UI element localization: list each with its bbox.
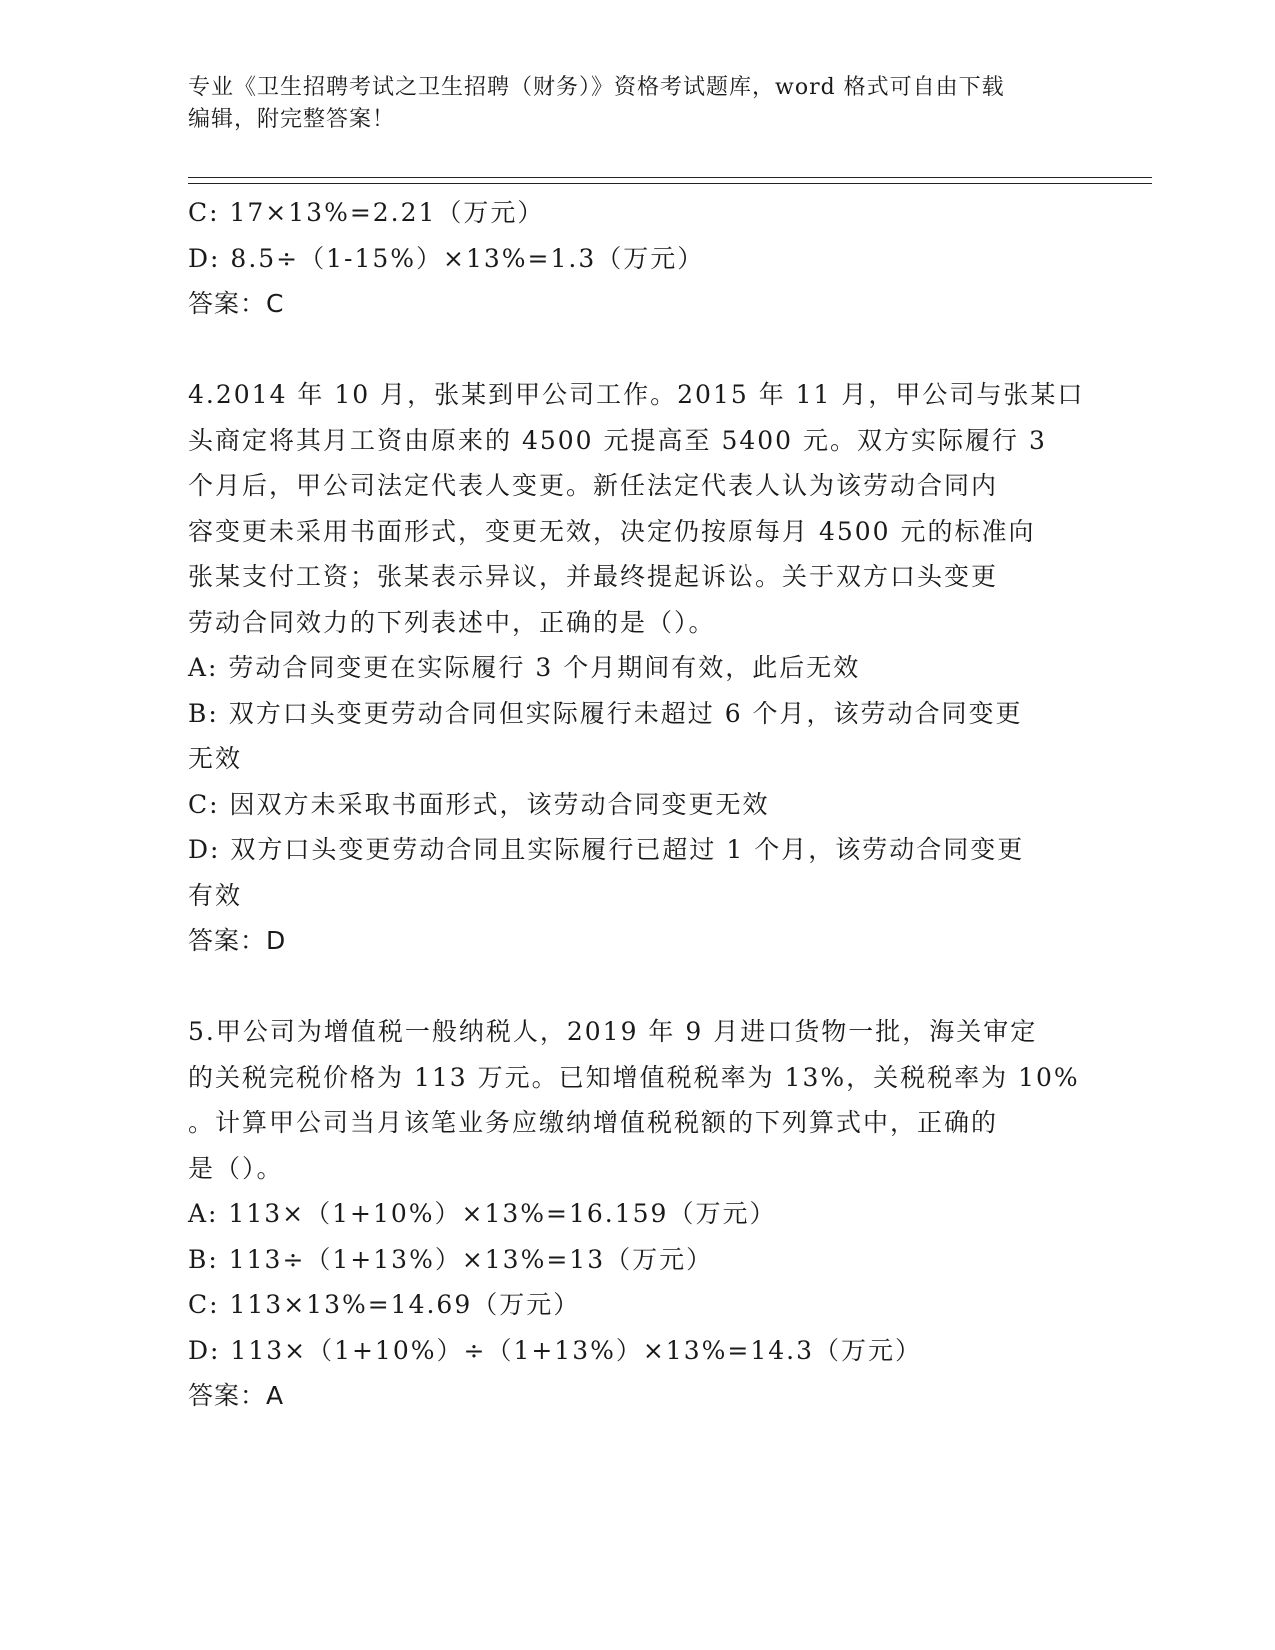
question-stem-line: 容变更未采用书面形式，变更无效，决定仍按原每月 4500 元的标准向 — [188, 516, 1036, 546]
answer-line: 答案：D — [188, 926, 287, 955]
question-stem-line: 头商定将其月工资由原来的 4500 元提高至 5400 元。双方实际履行 3 — [188, 425, 1047, 455]
paragraph-gap — [188, 964, 1088, 1010]
option-b: B: 113÷（1+13%）×13%=13（万元） — [188, 1244, 714, 1274]
option-d: D: 8.5÷（1-15%）×13%=1.3（万元） — [188, 243, 705, 273]
question-5 — [188, 1009, 1088, 1419]
option-c: C: 17×13%=2.21（万元） — [188, 198, 545, 227]
question-stem-line: 是（）。 — [188, 1153, 284, 1183]
header-rule-top — [188, 177, 1152, 178]
option-d: D: 双方口头变更劳动合同且实际履行已超过 1 个月，该劳动合同变更 — [188, 835, 1025, 864]
question-stem-line: 的关税完税价格为 113 万元。已知增值税税率为 13%，关税税率为 10% — [188, 1062, 1080, 1092]
question-stem-line: 5.甲公司为增值税一般纳税人，2019 年 9 月进口货物一批，海关审定 — [188, 1017, 1038, 1046]
header-rule-bottom — [188, 183, 1152, 184]
answer-line: 答案：A — [188, 1381, 285, 1410]
document-body — [188, 190, 1088, 1419]
answer-line: 答案：C — [188, 289, 285, 318]
question-4 — [188, 372, 1088, 964]
paragraph-gap — [188, 327, 1088, 373]
question-stem-line: 个月后，甲公司法定代表人变更。新任法定代表人认为该劳动合同内 — [188, 471, 999, 500]
option-c: C: 113×13%=14.69（万元） — [188, 1290, 581, 1319]
option-c: C: 因双方未采取书面形式，该劳动合同变更无效 — [188, 789, 770, 819]
option-a: A: 劳动合同变更在实际履行 3 个月期间有效，此后无效 — [188, 653, 861, 682]
header-line-1: 专业《卫生招聘考试之卫生招聘（财务）》资格考试题库，word 格式可自由下载 — [188, 75, 1005, 100]
question-stem-line: 张某支付工资；张某表示异议，并最终提起诉讼。关于双方口头变更 — [188, 562, 999, 591]
document-header — [188, 72, 1088, 136]
question-stem-line: 劳动合同效力的下列表述中，正确的是（）。 — [188, 607, 716, 637]
question-stem-line: 。计算甲公司当月该笔业务应缴纳增值税税额的下列算式中，正确的 — [188, 1108, 999, 1137]
question-stem-line: 4.2014 年 10 月，张某到甲公司工作。2015 年 11 月，甲公司与张某口 — [188, 380, 1085, 409]
option-b-continuation: 无效 — [188, 744, 243, 773]
option-a: A: 113×（1+10%）×13%=16.159（万元） — [188, 1199, 777, 1228]
previous-question — [188, 190, 1088, 327]
header-line-2: 编辑，附完整答案！ — [188, 107, 396, 132]
option-d-continuation: 有效 — [188, 880, 243, 910]
option-b: B: 双方口头变更劳动合同但实际履行未超过 6 个月，该劳动合同变更 — [188, 698, 1023, 728]
option-d: D: 113×（1+10%）÷（1+13%）×13%=14.3（万元） — [188, 1335, 922, 1365]
